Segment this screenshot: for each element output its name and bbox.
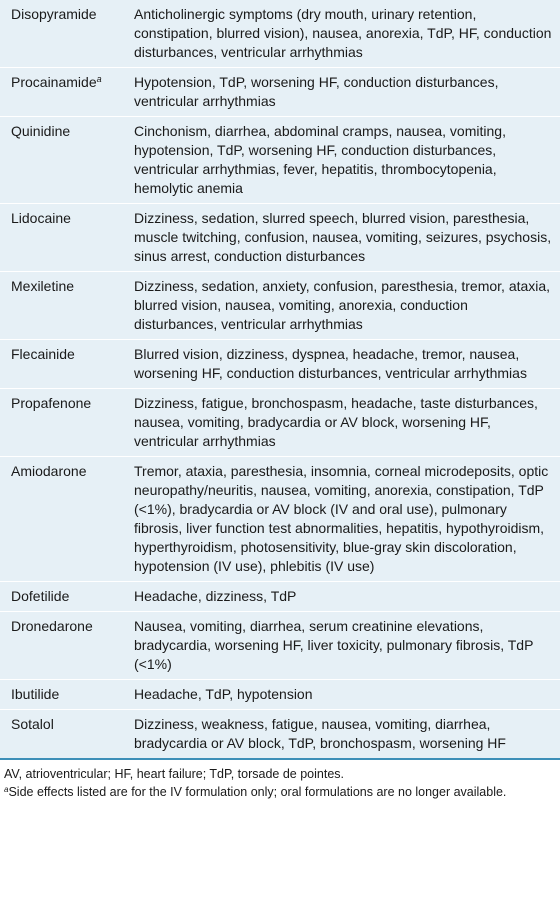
drug-name-cell (0, 204, 124, 272)
drug-name-cell (0, 117, 124, 204)
drug-name: Dofetilide (11, 588, 70, 604)
side-effects-cell: Headache, dizziness, TdP (124, 582, 560, 612)
drug-name: Quinidine (11, 123, 71, 139)
table-row (0, 340, 560, 389)
drug-name-cell (0, 680, 124, 710)
side-effects-cell: Dizziness, sedation, anxiety, confusion, paresthesia, tremor, ataxia, blurred vision, nausea, vomiting, anorexia, conduction disturbances, ventricular arrhythmias (124, 272, 560, 340)
side-effects-cell: Dizziness, sedation, slurred speech, blurred vision, paresthesia, muscle twitching, confusion, nausea, vomiting, seizures, psychosis, sinus arrest, conduction disturbances (124, 204, 560, 272)
side-effects-cell: Headache, TdP, hypotension (124, 680, 560, 710)
drug-name: Ibutilide (11, 686, 60, 702)
footnote-marker: a (96, 74, 102, 84)
drug-name-cell (0, 272, 124, 340)
table-row (0, 389, 560, 457)
table-row (0, 680, 560, 710)
side-effects-cell: Dizziness, fatigue, bronchospasm, headache, taste disturbances, nausea, vomiting, bradycardia or AV block, worsening HF, ventricular arrhythmias (124, 389, 560, 457)
table-row (0, 710, 560, 759)
abbreviations-note: AV, atrioventricular; HF, heart failure; TdP, torsade de pointes. (4, 767, 345, 781)
drug-name: Dronedarone (11, 618, 93, 634)
drug-name-cell (0, 612, 124, 680)
footnote-a (4, 785, 558, 800)
drug-name: Sotalol (11, 716, 54, 732)
drug-name: Disopyramide (11, 6, 97, 22)
side-effects-cell: Nausea, vomiting, diarrhea, serum creatinine elevations, bradycardia, worsening HF, liver toxicity, pulmonary fibrosis, TdP (<1%) (124, 612, 560, 680)
side-effects-cell: Dizziness, weakness, fatigue, nausea, vomiting, diarrhea, bradycardia or AV block, TdP, bronchospasm, worsening HF (124, 710, 560, 759)
drug-name-cell (0, 582, 124, 612)
table-footnotes (0, 760, 560, 800)
drug-name: Procainamide (11, 74, 97, 90)
drug-name-cell (0, 340, 124, 389)
drug-name: Lidocaine (11, 210, 71, 226)
drug-name-cell (0, 710, 124, 759)
side-effects-cell: Anticholinergic symptoms (dry mouth, urinary retention, constipation, blurred vision), nausea, anorexia, TdP, HF, conduction disturbances, ventricular arrhythmias (134, 6, 552, 60)
drug-name: Flecainide (11, 346, 75, 362)
table-row (0, 68, 560, 117)
table-row (0, 0, 560, 68)
footnote-a-text: Side effects listed are for the IV formulation only; oral formulations are no longer available. (8, 785, 507, 799)
footnote-marker: a (4, 785, 9, 794)
drug-name-cell (0, 68, 124, 117)
side-effects-cell: Hypotension, TdP, worsening HF, conduction disturbances, ventricular arrhythmias (124, 68, 560, 117)
table-row (0, 612, 560, 680)
side-effects-cell: Blurred vision, dizziness, dyspnea, headache, tremor, nausea, worsening HF, conduction disturbances, ventricular arrhythmias (124, 340, 560, 389)
drug-name-cell (0, 457, 124, 582)
table-row (0, 457, 560, 582)
side-effects-cell: Cinchonism, diarrhea, abdominal cramps, nausea, vomiting, hypotension, TdP, worsening HF, conduction disturbances, ventricular arrhythmias, fever, hepatitis, thrombocytopenia, hemolytic anemia (124, 117, 560, 204)
drug-name: Propafenone (11, 395, 92, 411)
drug-name-cell (0, 0, 124, 68)
table-row (0, 272, 560, 340)
drug-name-cell (0, 389, 124, 457)
table-row (0, 117, 560, 204)
table-row (0, 204, 560, 272)
side-effects-cell: Tremor, ataxia, paresthesia, insomnia, corneal microdeposits, optic neuropathy/neuritis, nausea, vomiting, anorexia, constipation, TdP (<1%), bradycardia or AV block (IV and oral use), pulmonary fibrosis, liver function test abnormalities, hepatitis, hypothyroidism, hyperthyroidism, photosensitivity, blue-gray skin discoloration, hypotension (IV use), phlebitis (IV use) (124, 457, 560, 582)
drug-name: Mexiletine (11, 278, 75, 294)
table-row (0, 582, 560, 612)
drug-name: Amiodarone (11, 463, 87, 479)
